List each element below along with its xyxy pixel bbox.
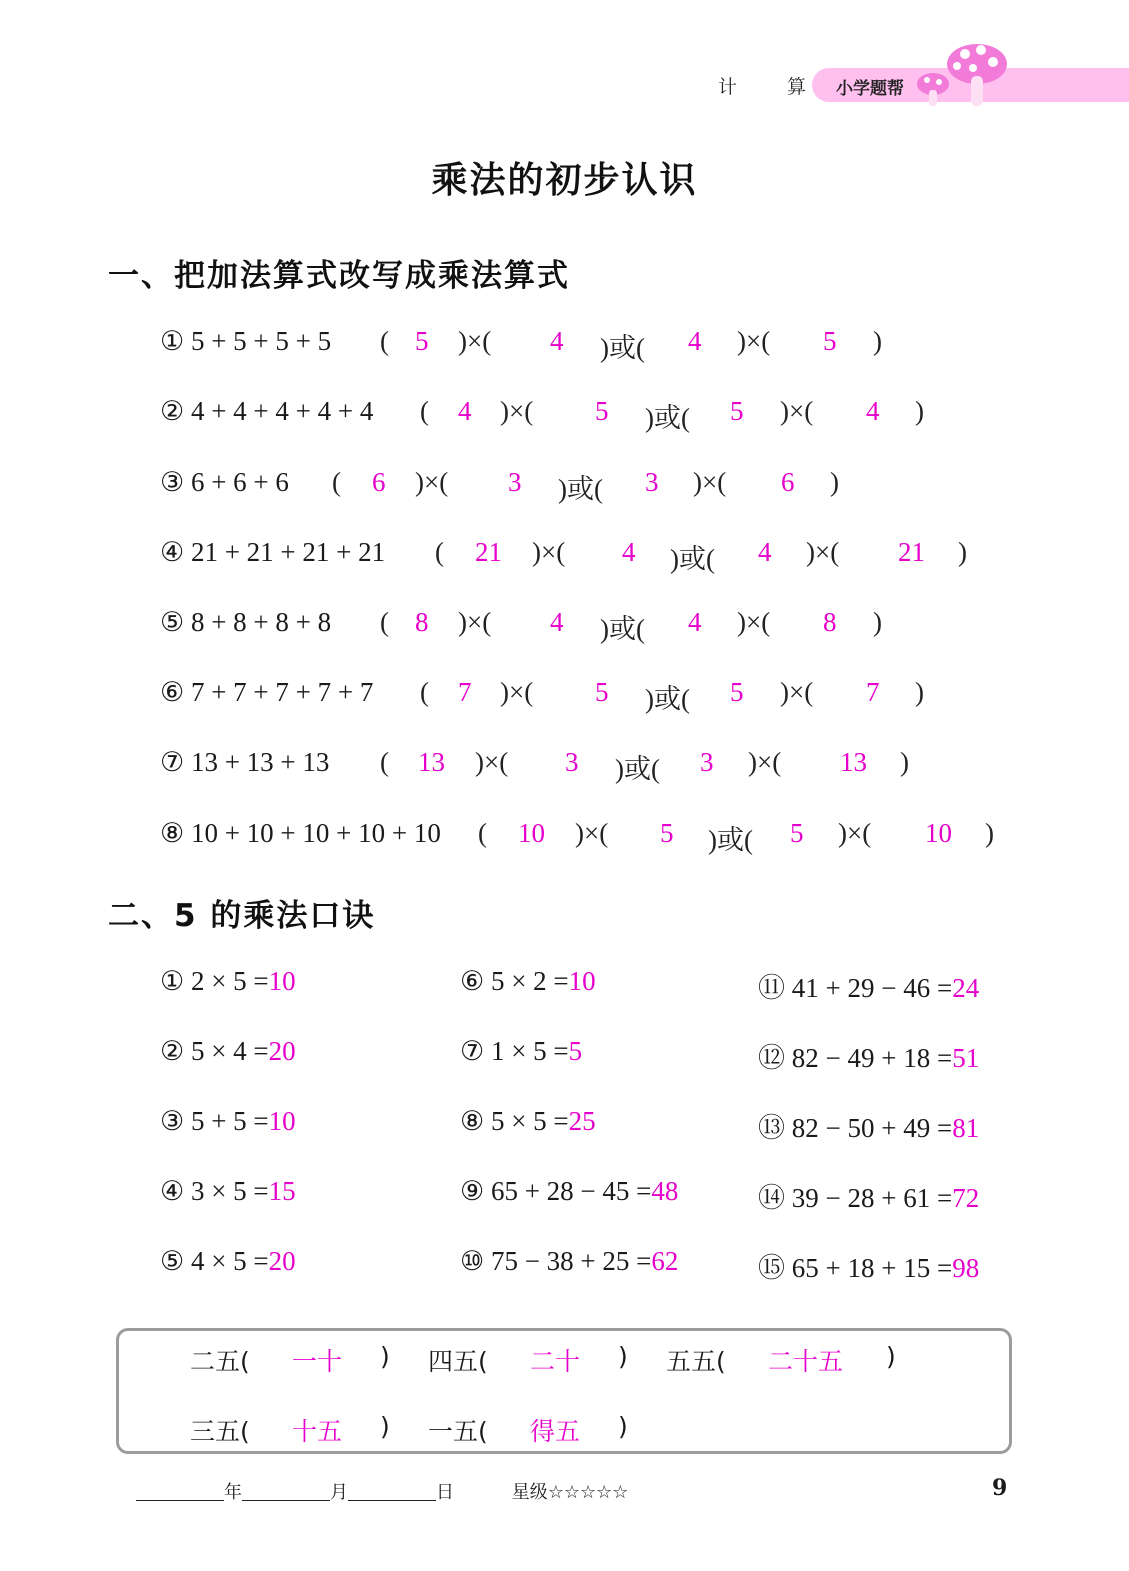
answer-factor-b: 4 [550, 607, 564, 637]
calc-expression: ⑦ 1 × 5 = [460, 1036, 569, 1066]
answer-factor-d: 6 [781, 467, 795, 497]
open-paren: ( [380, 747, 389, 777]
calc-item [160, 1176, 296, 1207]
addition-expression: ⑦ 13 + 13 + 13 [160, 747, 330, 777]
close-paren: ) [886, 1342, 896, 1371]
calc-answer: 25 [568, 1106, 596, 1136]
calc-expression: ⑬ 82 − 50 + 49 = [758, 1113, 953, 1143]
calc-expression: ④ 3 × 5 = [160, 1176, 269, 1206]
addition-expression: ⑧ 10 + 10 + 10 + 10 + 10 [160, 818, 441, 848]
answer-factor-b: 5 [595, 677, 609, 707]
times-sign: )×( [780, 396, 814, 426]
times-sign: )×( [748, 747, 782, 777]
close-paren: ) [873, 607, 882, 637]
close-paren: ) [618, 1412, 628, 1441]
calc-item [460, 1176, 678, 1207]
calc-answer: 20 [268, 1246, 296, 1276]
day-blank[interactable] [348, 1482, 436, 1501]
calc-answer: 62 [651, 1246, 679, 1276]
footer-date-rating [136, 1478, 628, 1504]
addition-expression: ③ 6 + 6 + 6 [160, 467, 289, 497]
open-paren: ( [380, 607, 389, 637]
answer-factor-c: 4 [688, 326, 702, 356]
day-label: 日 [436, 1482, 454, 1503]
answer-factor-a: 21 [475, 537, 502, 567]
rhyme-label: 一五( [428, 1417, 488, 1446]
answer-factor-d: 10 [925, 818, 952, 848]
rhyme-answer: 二十 [530, 1347, 581, 1376]
answer-factor-d: 5 [823, 326, 837, 356]
calc-answer: 10 [268, 966, 296, 996]
open-paren: ( [435, 537, 444, 567]
answer-factor-d: 7 [866, 677, 880, 707]
calc-expression: ⑥ 5 × 2 = [460, 966, 569, 996]
calc-item [160, 1106, 296, 1137]
calc-expression: ③ 5 + 5 = [160, 1106, 269, 1136]
calc-answer: 81 [952, 1113, 980, 1143]
calc-answer: 48 [651, 1176, 679, 1206]
rhyme-answer: 十五 [292, 1417, 343, 1446]
answer-factor-a: 4 [458, 396, 472, 426]
calc-answer: 98 [952, 1253, 980, 1283]
calc-expression: ⑤ 4 × 5 = [160, 1246, 269, 1276]
answer-factor-a: 7 [458, 677, 472, 707]
calc-item [758, 1036, 979, 1075]
times-sign: )×( [500, 677, 534, 707]
answer-factor-a: 6 [372, 467, 386, 497]
section2-heading: 二、5 的乘法口诀 [108, 898, 376, 934]
calc-item [160, 966, 296, 997]
times-sign: )×( [737, 607, 771, 637]
or-label: )或( [708, 825, 753, 855]
answer-factor-a: 5 [415, 326, 429, 356]
calc-item [460, 1246, 678, 1277]
answer-factor-a: 13 [418, 747, 445, 777]
year-blank[interactable] [136, 1482, 224, 1501]
calc-item [758, 1176, 979, 1215]
or-label: )或( [615, 754, 660, 784]
close-paren: ) [618, 1342, 628, 1371]
open-paren: ( [478, 818, 487, 848]
close-paren: ) [873, 326, 882, 356]
times-sign: )×( [532, 537, 566, 567]
times-sign: )×( [500, 396, 534, 426]
times-sign: )×( [838, 818, 872, 848]
calc-expression: ⑨ 65 + 28 − 45 = [460, 1176, 652, 1206]
answer-factor-b: 3 [565, 747, 579, 777]
answer-factor-a: 10 [518, 818, 545, 848]
or-label: )或( [600, 614, 645, 644]
answer-factor-d: 13 [840, 747, 867, 777]
calc-expression: ① 2 × 5 = [160, 966, 269, 996]
times-sign: )×( [458, 326, 492, 356]
close-paren: ) [900, 747, 909, 777]
calc-expression: ② 5 × 4 = [160, 1036, 269, 1066]
answer-factor-d: 4 [866, 396, 880, 426]
answer-factor-d: 21 [898, 537, 925, 567]
calc-answer: 15 [268, 1176, 296, 1206]
close-paren: ) [380, 1412, 390, 1441]
or-label: )或( [670, 544, 715, 574]
calc-expression: ⑮ 65 + 18 + 15 = [758, 1253, 953, 1283]
year-label: 年 [224, 1482, 242, 1503]
open-paren: ( [420, 677, 429, 707]
answer-factor-a: 8 [415, 607, 429, 637]
times-sign: )×( [575, 818, 609, 848]
calc-item [460, 1036, 582, 1067]
rhyme-label: 三五( [190, 1417, 250, 1446]
mushroom-icon [915, 40, 1010, 110]
month-label: 月 [330, 1482, 348, 1503]
calc-answer: 20 [268, 1036, 296, 1066]
page-number: 9 [992, 1475, 1008, 1501]
calc-item [460, 1106, 596, 1137]
answer-factor-c: 4 [758, 537, 772, 567]
times-sign: )×( [780, 677, 814, 707]
close-paren: ) [958, 537, 967, 567]
answer-factor-b: 5 [660, 818, 674, 848]
or-label: )或( [558, 474, 603, 504]
close-paren: ) [380, 1342, 390, 1371]
answer-factor-b: 3 [508, 467, 522, 497]
calc-item [758, 966, 979, 1005]
answer-factor-b: 4 [550, 326, 564, 356]
calc-answer: 5 [568, 1036, 583, 1066]
calc-expression: ⑩ 75 − 38 + 25 = [460, 1246, 652, 1276]
calc-item [758, 1106, 979, 1145]
times-sign: )×( [693, 467, 727, 497]
times-sign: )×( [475, 747, 509, 777]
times-sign: )×( [806, 537, 840, 567]
rhyme-answer: 得五 [530, 1417, 581, 1446]
close-paren: ) [915, 677, 924, 707]
calc-expression: ⑧ 5 × 5 = [460, 1106, 569, 1136]
page-title: 乘法的初步认识 [431, 159, 698, 201]
answer-factor-c: 5 [730, 677, 744, 707]
addition-expression: ① 5 + 5 + 5 + 5 [160, 326, 332, 356]
answer-factor-c: 3 [645, 467, 659, 497]
close-paren: ) [830, 467, 839, 497]
addition-expression: ⑥ 7 + 7 + 7 + 7 + 7 [160, 677, 374, 707]
close-paren: ) [985, 818, 994, 848]
answer-factor-c: 3 [700, 747, 714, 777]
answer-factor-b: 4 [622, 537, 636, 567]
header-tag: 小学题帮 [836, 79, 904, 99]
rhyme-label: 五五( [666, 1347, 726, 1376]
section1-heading: 一、把加法算式改写成乘法算式 [108, 258, 570, 294]
times-sign: )×( [458, 607, 492, 637]
calc-answer: 10 [568, 966, 596, 996]
answer-factor-c: 5 [790, 818, 804, 848]
calc-expression: ⑫ 82 − 49 + 18 = [758, 1043, 953, 1073]
calc-answer: 51 [952, 1043, 980, 1073]
calc-expression: ⑪ 41 + 29 − 46 = [758, 973, 953, 1003]
calc-expression: ⑭ 39 − 28 + 61 = [758, 1183, 953, 1213]
times-sign: )×( [415, 467, 449, 497]
rhyme-answer: 二十五 [768, 1347, 844, 1376]
or-label: )或( [645, 403, 690, 433]
addition-expression: ② 4 + 4 + 4 + 4 + 4 [160, 396, 374, 426]
or-label: )或( [600, 333, 645, 363]
calc-answer: 10 [268, 1106, 296, 1136]
rhyme-label: 四五( [428, 1347, 488, 1376]
answer-factor-b: 5 [595, 396, 609, 426]
open-paren: ( [420, 396, 429, 426]
rating-label: 星级☆☆☆☆☆ [511, 1482, 629, 1503]
header-section-label: 计 算 [718, 76, 829, 98]
open-paren: ( [380, 326, 389, 356]
rhyme-answer: 一十 [292, 1347, 343, 1376]
calc-item [460, 966, 596, 997]
addition-expression: ④ 21 + 21 + 21 + 21 [160, 537, 386, 567]
answer-factor-d: 8 [823, 607, 837, 637]
answer-factor-c: 5 [730, 396, 744, 426]
calc-item [160, 1036, 296, 1067]
calc-item [160, 1246, 296, 1277]
calc-answer: 24 [952, 973, 980, 1003]
addition-expression: ⑤ 8 + 8 + 8 + 8 [160, 607, 332, 637]
or-label: )或( [645, 684, 690, 714]
answer-factor-c: 4 [688, 607, 702, 637]
close-paren: ) [915, 396, 924, 426]
times-sign: )×( [737, 326, 771, 356]
open-paren: ( [332, 467, 341, 497]
month-blank[interactable] [242, 1482, 330, 1501]
rhyme-label: 二五( [190, 1347, 250, 1376]
calc-answer: 72 [952, 1183, 980, 1213]
calc-item [758, 1246, 979, 1285]
